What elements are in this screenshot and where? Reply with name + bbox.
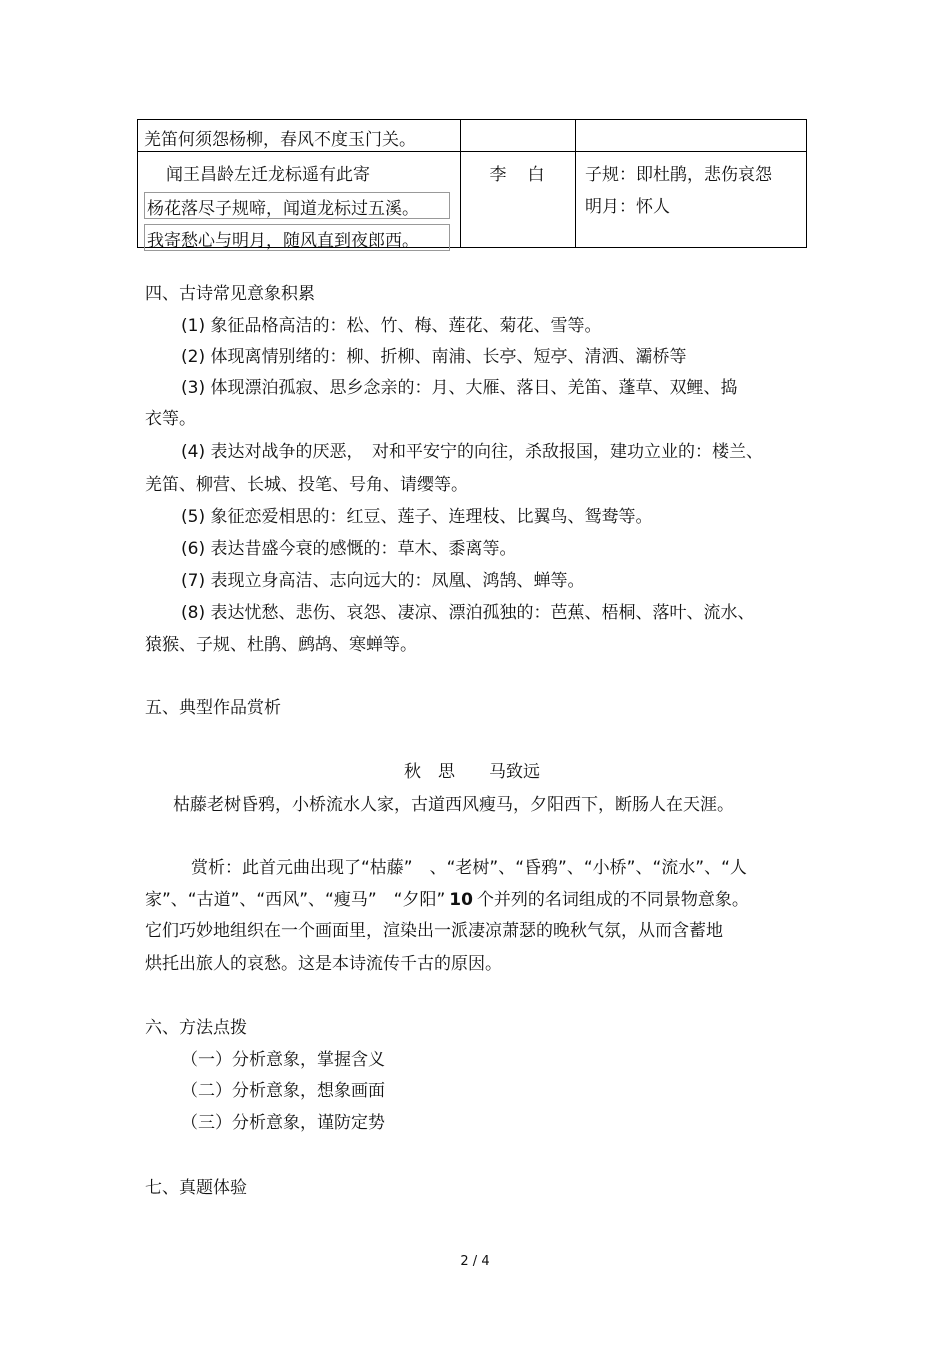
poem-title: 闻王昌龄左迁龙标遥有此寄	[166, 165, 370, 185]
list-item: （一）分析意象，掌握含义	[181, 1050, 385, 1070]
poem-line: 羌笛何须怨杨柳，春风不度玉门关。	[144, 130, 416, 150]
author-cell	[461, 152, 576, 248]
analysis-text: 个并列的名词组成的不同景物意象。	[476, 890, 749, 910]
poem-table	[137, 119, 807, 251]
list-item: （二）分析意象，想象画面	[181, 1081, 385, 1101]
analysis-line: 烘托出旅人的哀愁。这是本诗流传千古的原因。	[145, 954, 502, 974]
list-item: (3) 体现漂泊孤寂、思乡念亲的：月、大雁、落日、羌笛、蓬草、双鲤、捣	[181, 378, 738, 398]
poem-line: 我寄愁心与明月，随风直到夜郎西。	[144, 224, 450, 251]
list-item: (6) 表达昔盛今衰的感慨的：草木、黍离等。	[181, 539, 517, 559]
list-item: (8) 表达忧愁、悲伤、哀怨、凄凉、漂泊孤独的：芭蕉、梧桐、落叶、流水、	[181, 603, 755, 623]
list-item-continuation: 猿猴、子规、杜鹃、鹧鸪、寒蝉等。	[145, 635, 417, 655]
poem-line: 杨花落尽子规啼，闻道龙标过五溪。	[144, 192, 450, 219]
poem-cell	[138, 152, 461, 251]
list-item: (2) 体现离情别绪的：柳、折柳、南浦、长亭、短亭、清洒、灞桥等	[181, 347, 687, 367]
author-cell	[461, 120, 576, 152]
author-name: 李 白	[489, 165, 547, 185]
notes-cell	[576, 152, 807, 248]
list-item: (1) 象征品格高洁的：松、竹、梅、莲花、菊花、雪等。	[181, 316, 602, 336]
notes-cell	[576, 120, 807, 152]
section-heading: 五、典型作品赏析	[145, 698, 281, 718]
page-number: 2 / 4	[460, 1254, 490, 1269]
list-item: (4) 表达对战争的厌恶， 对和平安宁的向往，杀敌报国，建功立业的：楼兰、	[181, 442, 763, 462]
analysis-line	[145, 890, 749, 910]
analysis-text: 家”、“古道”、“西风”、“瘦马” “夕阳”	[145, 890, 446, 910]
table-row	[138, 120, 807, 152]
list-item: （三）分析意象，谨防定势	[181, 1113, 385, 1133]
list-item-continuation: 羌笛、柳营、长城、投笔、号角、请缨等。	[145, 475, 468, 495]
analysis-line: 赏析：此首元曲出现了“枯藤” 、“老树”、“昏鸦”、“小桥”、“流水”、“人	[191, 858, 747, 878]
analysis-line: 它们巧妙地组织在一个画面里，渲染出一派凄凉萧瑟的晚秋气氛，从而含蓄地	[145, 921, 723, 941]
list-item: (7) 表现立身高洁、志向远大的：凤凰、鸿鹄、蝉等。	[181, 571, 585, 591]
note-line: 明月：怀人	[585, 197, 670, 217]
note-line: 子规：即杜鹃，悲伤哀怨	[585, 165, 772, 185]
list-item: (5) 象征恋爱相思的：红豆、莲子、连理枝、比翼鸟、鸳鸯等。	[181, 507, 653, 527]
list-item-continuation: 衣等。	[145, 409, 196, 429]
table-row	[138, 152, 807, 248]
section-heading: 六、方法点拨	[145, 1018, 247, 1038]
poem-text: 枯藤老树昏鸦，小桥流水人家，古道西风瘦马，夕阳西下，断肠人在天涯。	[173, 795, 734, 815]
poem-cell	[138, 120, 461, 152]
poem-title: 秋 思 马致远	[404, 762, 540, 782]
section-heading: 七、真题体验	[145, 1178, 247, 1198]
analysis-number: 10	[449, 890, 473, 910]
section-heading: 四、古诗常见意象积累	[145, 284, 315, 304]
